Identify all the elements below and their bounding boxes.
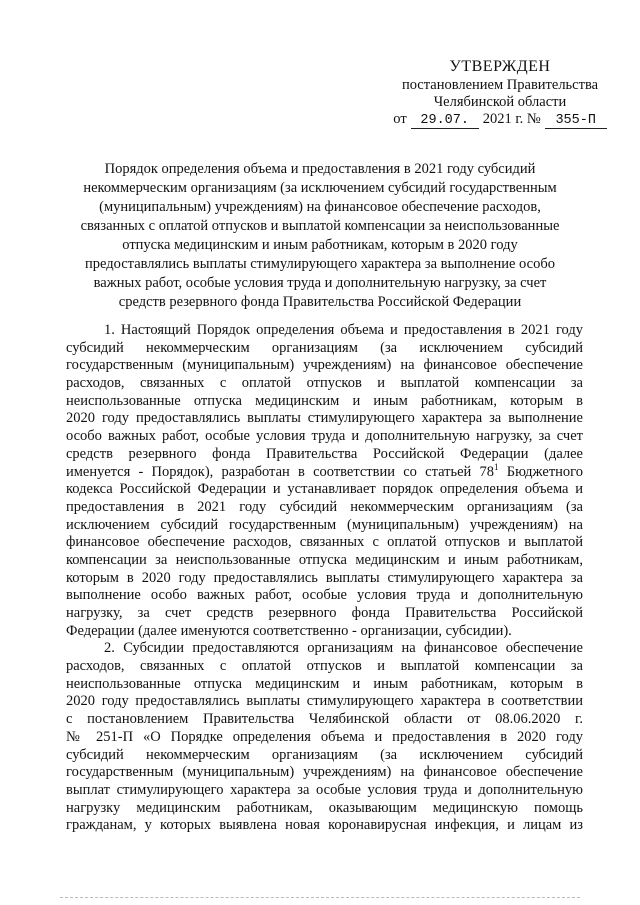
text-line: исключением субсидий государственным (муниципальным) учреждениям) на [66,516,583,533]
approval-line-1: постановлением Правительства [401,77,599,93]
text-line: компенсации за неиспользованные отпуска медицинским и иным работникам, [66,551,583,568]
approval-date: 29.07. [411,114,479,129]
approval-stamp [380,58,620,129]
text-line: нагрузку медицинским работникам, оказывающим медицинскую помощь [66,799,583,816]
text-line: 2020 году предоставлялись выплаты стимулирующего характера за выполнение [66,410,583,427]
text-line: субсидий некоммерческим организациям (за исключением субсидий [66,339,583,356]
paragraph-1 [66,322,583,640]
text-line: гражданам, у которых выявлена новая коронавирусная инфекция, и лицам из [66,817,583,834]
scan-edge-divider [60,897,580,898]
text-line: предоставления в 2021 году субсидий некоммерческим организациям (за [66,498,583,515]
text-line: особо важных работ, особые условия труда и дополнительную нагрузку, за счет [66,428,583,445]
text-line: расходов, связанных с оплатой отпусков и выплатой компенсации за [66,375,583,392]
text-line: № 251-П «О Порядке определения объема и предоставления в 2020 году [66,728,583,745]
text-line: субсидий некоммерческим организациям (за исключением субсидий [66,746,583,763]
text-line: финансовое обеспечение расходов, связанных с оплатой отпусков и выплатой [66,534,583,551]
text-fragment: Бюджетного [498,463,584,480]
document-title [70,160,570,312]
text-line-with-superscript [66,461,584,482]
text-line: Федерации (далее именуются соответственно - организации, субсидии). [66,622,512,639]
title-line: отпуска медицинским и иным работникам, которым в 2020 году [122,237,518,253]
text-line: выплат стимулирующего характера за особые условия труда и дополнительную [66,781,583,798]
text-line: 2020 году предоставлялись выплаты стимулирующего характера в соответствии [66,693,583,710]
title-line: Порядок определения объема и предоставления в 2021 году субсидий [104,161,536,177]
text-line: нагрузку, за счет средств резервного фонда Правительства Российской [66,605,583,621]
text-line: с постановлением Правительства Челябинской области от 08.06.2020 г. [66,711,583,728]
text-line: средств резервного фонда Правительства Российской Федерации (далее [66,445,583,462]
text-line: 1. Настоящий Порядок определения объема и предоставления в 2021 году [104,322,583,338]
title-line: средств резервного фонда Правительства Российской Федерации [118,294,522,310]
text-fragment: именуется - Порядок), разработан в соответствии со статьей 78 [66,463,495,480]
text-line: выполнение особо важных работ, особые условия труда и дополнительную [66,587,583,604]
approval-line-2: Челябинской области [433,94,567,110]
text-line: 2. Субсидии предоставляются организациям на финансовое обеспечение [104,640,583,657]
title-line: связанных с оплатой отпусков и выплатой компенсации за неиспользованные [80,218,560,234]
text-line: которым в 2020 году предоставлялись выплаты стимулирующего характера за [66,569,583,586]
paragraph-2 [66,640,583,835]
text-line: расходов, связанных с оплатой отпусков и выплатой компенсации за [66,658,583,675]
title-line: важных работ, особые условия труда и дополнительную нагрузку, за счет [93,275,547,291]
text-line: неиспользованные отпуска медицинским и иным работникам, которым в [66,675,583,692]
title-line: предоставлялись выплаты стимулирующего характера за выполнение особо [85,256,555,272]
text-line: государственным (муниципальным) учреждениям) на финансовое обеспечение [66,357,583,374]
text-line: кодекса Российской Федерации и устанавливает порядок определения объема и [66,481,583,498]
text-line: неиспользованные отпуска медицинским и иным работникам, которым в [66,392,583,409]
approval-title: УТВЕРЖДЕН [449,58,551,75]
approval-number: 355-П [545,114,607,129]
article-superscript: 1 [494,461,499,472]
title-line: некоммерческим организациям (за исключением субсидий государственным [83,180,557,196]
approval-from-label: от [393,111,407,127]
title-line: (муниципальным) учреждениям) на финансовое обеспечение расходов, [99,199,541,215]
approval-year: 2021 г. № [482,111,541,127]
approval-date-row [380,111,620,129]
text-line: государственным (муниципальным) учреждениям) на финансовое обеспечение [66,764,583,781]
document-body [66,322,583,835]
